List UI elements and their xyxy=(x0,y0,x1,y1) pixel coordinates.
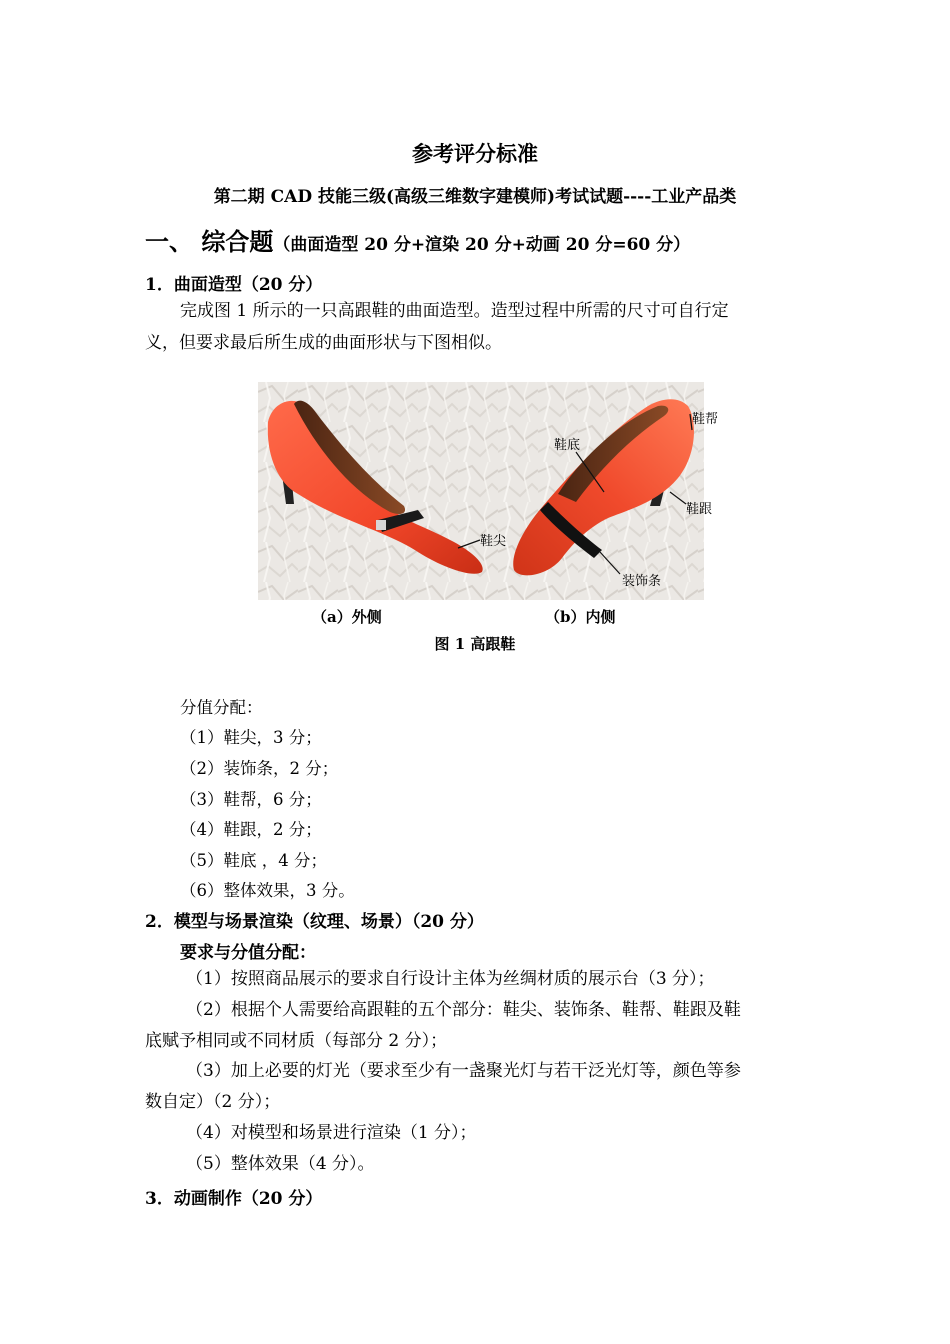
score-item: （1）鞋尖，3 分； xyxy=(180,728,322,747)
q1-heading: 1．曲面造型（20 分） xyxy=(145,275,323,295)
figure-caption: 图 1 高跟鞋 xyxy=(434,635,516,653)
q3-heading: 3．动画制作（20 分） xyxy=(145,1189,323,1209)
score-item: （2）装饰条，2 分； xyxy=(180,759,339,778)
section-heading-text: 一、 综合题 xyxy=(145,227,274,256)
doc-title: 参考评分标准 xyxy=(412,141,538,166)
doc-subtitle: 第二期 CAD 技能三级(高级三维数字建模师)考试试题----工业产品类 xyxy=(213,187,737,207)
label-sole: 鞋底 xyxy=(554,438,581,453)
caption-a: （a）外侧 xyxy=(312,608,382,626)
section-heading-note: （曲面造型 20 分+渲染 20 分+动画 20 分=60 分） xyxy=(273,235,691,255)
q2-req-4: （4）对模型和场景进行渲染（1 分）； xyxy=(186,1123,477,1143)
label-upper: 鞋帮 xyxy=(692,412,719,427)
q1-para-line2: 义，但要求最后所生成的曲面形状与下图相似。 xyxy=(145,333,502,353)
figure-shoes xyxy=(258,382,719,600)
score-item: （4）鞋跟，2 分； xyxy=(180,820,322,839)
shoe-a-buckle xyxy=(376,520,386,530)
score-item: （3）鞋帮，6 分； xyxy=(180,790,322,809)
label-toe: 鞋尖 xyxy=(480,534,507,549)
q2-req-3-line1: （3）加上必要的灯光（要求至少有一盏聚光灯与若干泛光灯等，颜色等参 xyxy=(186,1061,741,1081)
label-trim: 装饰条 xyxy=(622,574,662,589)
section-heading xyxy=(145,222,690,257)
score-item: （6）整体效果，3 分。 xyxy=(180,881,355,900)
scores-heading: 分值分配： xyxy=(180,698,263,717)
q2-req-2-line2: 底赋予相同或不同材质（每部分 2 分）； xyxy=(145,1031,448,1051)
label-heel: 鞋跟 xyxy=(686,502,713,517)
caption-b: （b）内侧 xyxy=(545,608,616,626)
shoe-illustration xyxy=(258,382,704,600)
q2-req-2-line1: （2）根据个人需要给高跟鞋的五个部分：鞋尖、装饰条、鞋帮、鞋跟及鞋 xyxy=(186,1000,741,1020)
q2-req-5: （5）整体效果（4 分）。 xyxy=(186,1154,375,1174)
q2-heading: 2．模型与场景渲染（纹理、场景）（20 分） xyxy=(145,912,484,932)
q1-para-line1: 完成图 1 所示的一只高跟鞋的曲面造型。造型过程中所需的尺寸可自行定 xyxy=(180,301,729,321)
q2-req-1: （1）按照商品展示的要求自行设计主体为丝绸材质的展示台（3 分）； xyxy=(186,969,715,989)
q2-req-3-line2: 数自定）（2 分）； xyxy=(145,1092,281,1112)
q2-req-heading: 要求与分值分配： xyxy=(180,943,316,963)
score-item: （5）鞋底 ，4 分； xyxy=(180,851,327,870)
